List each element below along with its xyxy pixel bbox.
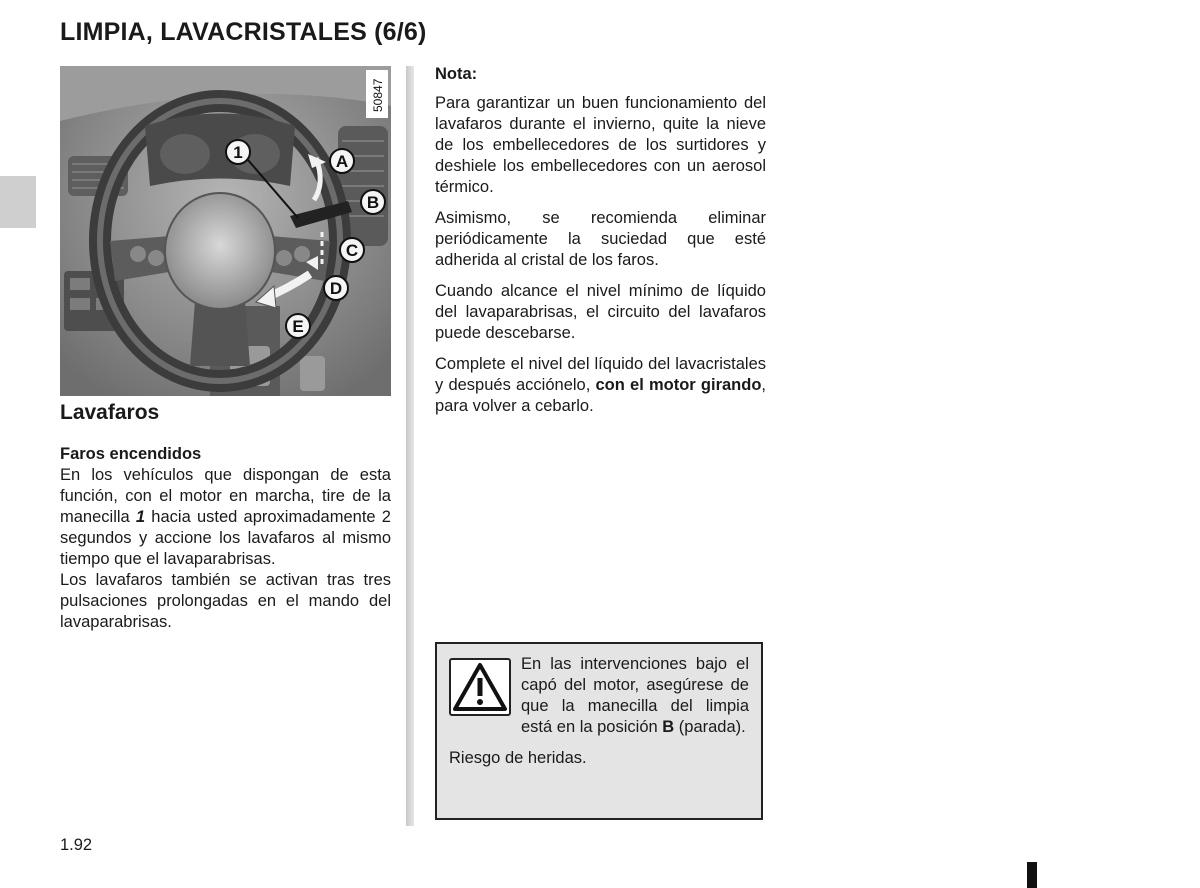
callout-b-label: B	[366, 193, 380, 212]
page-corner-mark	[1027, 862, 1037, 888]
paragraph-activation: Los lavafaros también se activan tras tres pulsaciones prolongadas en el mando del lavaparabrisas.	[60, 571, 391, 631]
callout-a-label: A	[335, 152, 349, 171]
paragraph-text: hacia usted aproximadamente 2 segundos y accione los lavafaros al mismo tiempo que el lavaparabrisas.	[60, 508, 391, 568]
section-heading: Lavafaros	[60, 401, 160, 424]
note-paragraph: Asimismo, se recomienda eliminar periódicamente la suciedad que esté adherida al cristal de los faros.	[435, 209, 766, 269]
steering-wheel-illustration	[60, 66, 391, 396]
figure-ref-number: 50847	[371, 78, 385, 112]
stalk-reference: 1	[135, 508, 146, 526]
paragraph-text: (parada).	[674, 718, 746, 736]
paragraph-text: Complete el nivel del líquido del lavacristales y después acciónelo,	[435, 355, 766, 394]
left-column	[60, 444, 391, 633]
emphasis-text: con el motor girando	[595, 376, 762, 394]
chapter-tab	[0, 176, 36, 228]
callout-d-label: D	[329, 279, 343, 298]
subheading: Faros encendidos	[60, 445, 202, 463]
callout-1-label: 1	[233, 143, 243, 162]
page-number: 1.92	[60, 836, 93, 854]
paragraph-lavafaros	[60, 465, 391, 570]
warning-triangle-icon	[449, 658, 511, 716]
paragraph-text: En las intervenciones bajo el capó del motor, asegúrese de que la manecilla del limpia está en la posición	[521, 655, 749, 736]
warning-box	[435, 642, 763, 820]
callout-c-label: C	[345, 241, 359, 260]
paragraph-text: En los vehículos que dispongan de esta función, con el motor en marcha, tire de la manecilla	[60, 466, 391, 526]
right-column	[435, 64, 766, 427]
warning-risk: Riesgo de heridas.	[449, 749, 587, 767]
callout-e-label: E	[292, 317, 304, 336]
note-paragraph: Cuando alcance el nivel mínimo de líquido del lavaparabrisas, el circuito del lavafaros puede descebarse.	[435, 282, 766, 342]
paragraph-text: , para volver a cebarlo.	[435, 376, 766, 415]
note-paragraph	[435, 354, 766, 417]
note-label: Nota:	[435, 65, 478, 83]
page-title: LIMPIA, LAVACRISTALES (6/6)	[60, 18, 427, 46]
note-paragraph: Para garantizar un buen funcionamiento del lavafaros durante el invierno, quite la nieve de los embellecedores de los surtidores y deshiele los embellecedores con un aerosol térmico.	[435, 94, 766, 196]
column-divider	[406, 66, 414, 826]
position-reference: B	[662, 718, 675, 736]
